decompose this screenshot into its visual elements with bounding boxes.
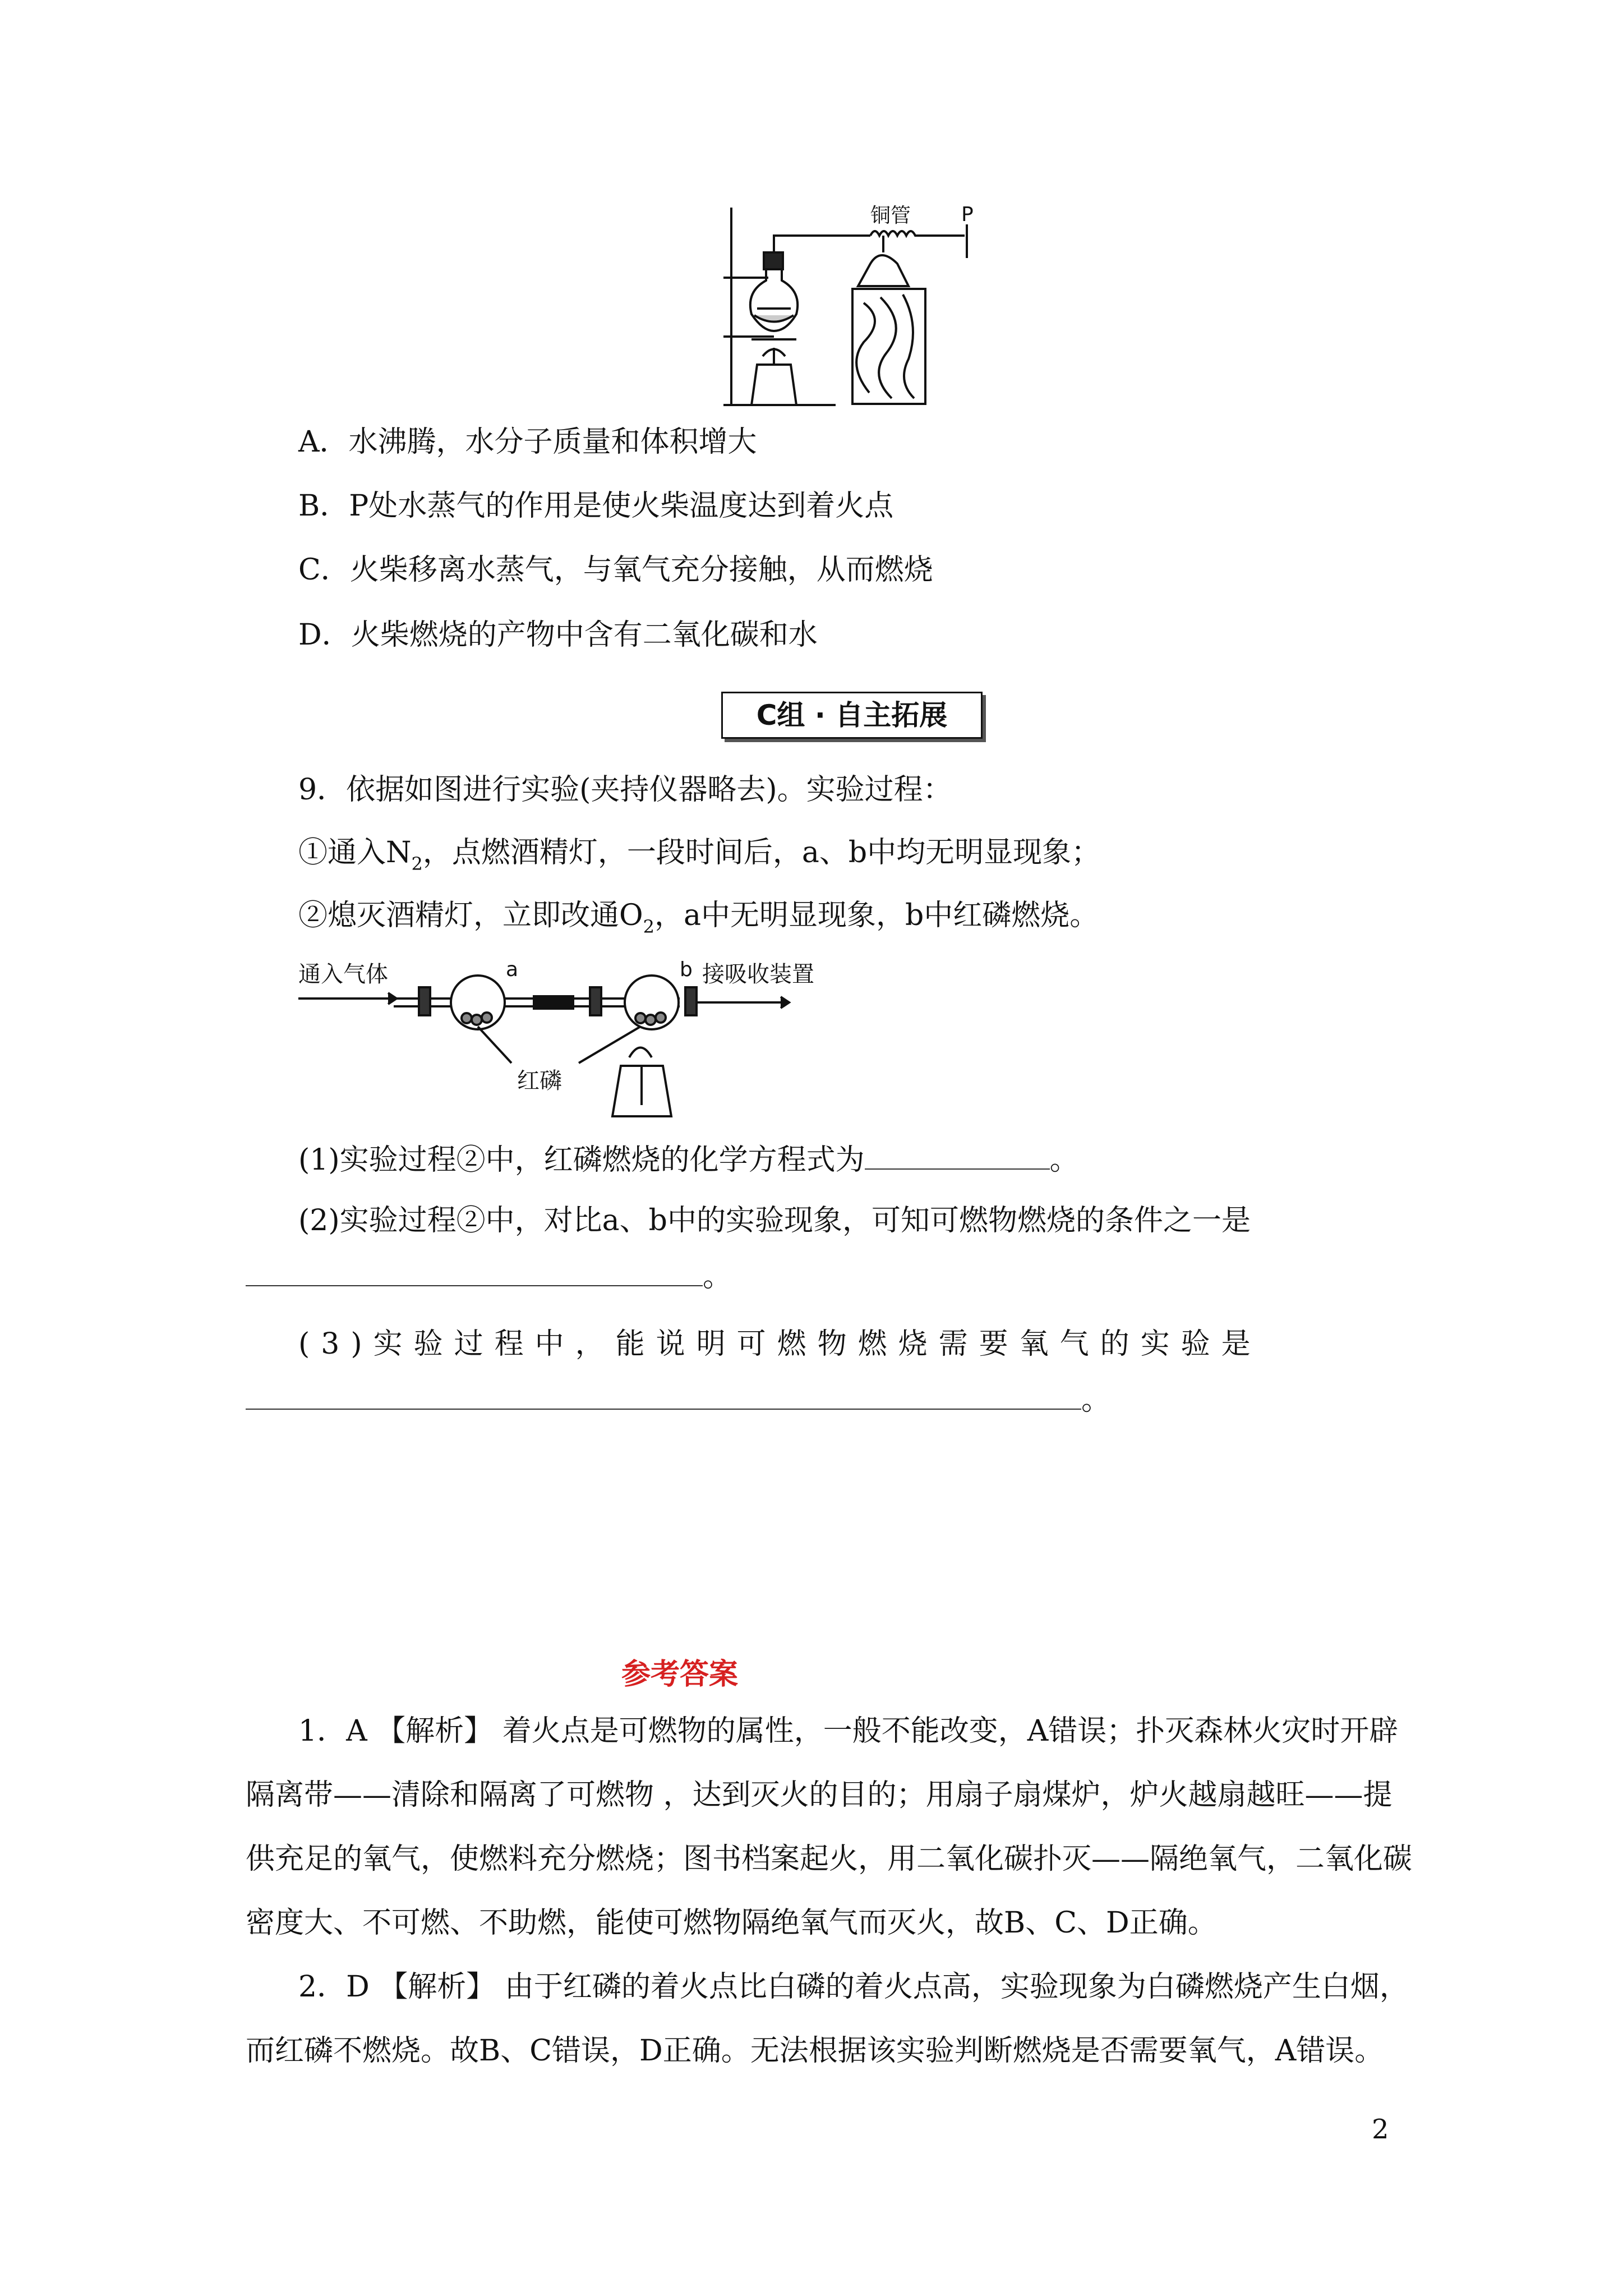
label-red-phosphorus: 红磷 <box>517 1068 562 1094</box>
answer-1-line-4: 密度大、不可燃、不助燃，能使可燃物隔绝氧气而灭火，故B、C、D正确。 <box>246 1906 1217 1940</box>
answer-2-line-2: 而红磷不燃烧。故B、C错误，D正确。无法根据该实验判断燃烧是否需要氧气，A错误。 <box>246 2034 1384 2068</box>
page-number: 2 <box>1372 2114 1389 2145</box>
answer-1-line-1: 1．A 【解析】 着火点是可燃物的属性，一般不能改变，A错误；扑灭森林火灾时开辟 <box>298 1714 1399 1748</box>
label-gas-in: 通入气体 <box>298 961 388 987</box>
label-absorb: 接吸收装置 <box>702 961 814 987</box>
answer-blank-2[interactable] <box>246 1260 703 1286</box>
option-a: A．水沸腾，水分子质量和体积增大 <box>298 425 757 459</box>
section-title: C组 · 自主拓展 <box>756 699 948 731</box>
option-d: D．火柴燃烧的产物中含有二氧化碳和水 <box>298 618 818 652</box>
answer-blank-3[interactable] <box>246 1384 1081 1410</box>
q9-part2-blank-line: 。 <box>246 1257 732 1297</box>
q9-part1: (1)实验过程②中，红磷燃烧的化学方程式为 。 <box>298 1143 1079 1177</box>
section-banner <box>721 692 983 739</box>
q9-part2: (2)实验过程②中，对比a、b中的实验现象，可知可燃物燃烧的条件之一是 <box>298 1204 1251 1237</box>
label-p: P <box>961 203 974 226</box>
answer-1-line-2: 隔离带——清除和隔离了可燃物 ，达到灭火的目的；用扇子扇煤炉，炉火越扇越旺——提 <box>246 1778 1393 1812</box>
answer-2-line-1: 2．D 【解析】 由于红磷的着火点比白磷的着火点高，实验现象为白磷燃烧产生白烟， <box>298 1970 1409 2004</box>
q9-stem: 9．依据如图进行实验(夹持仪器略去)。实验过程： <box>298 773 952 807</box>
q9-step2: ②熄灭酒精灯，立即改通$O_2$，a中无明显现象，b中红磷燃烧。 <box>298 899 1099 937</box>
label-copper-tube: 铜管 <box>870 204 911 227</box>
label-a: a <box>506 958 519 981</box>
answer-1-line-3: 供充足的氧气，使燃料充分燃烧；图书档案起火，用二氧化碳扑灭——隔绝氧气，二氧化碳 <box>246 1842 1413 1876</box>
figure-combustion-tubes <box>298 948 859 1122</box>
option-c: C．火柴移离水蒸气，与氧气充分接触，从而燃烧 <box>298 553 933 587</box>
q9-part3-blank-line: 。 <box>246 1380 1110 1420</box>
q9-step1: ①通入$N_2$，点燃酒精灯，一段时间后，a、b中均无明显现象； <box>298 836 1101 875</box>
label-b: b <box>680 958 693 981</box>
option-b: B．P处水蒸气的作用是使火柴温度达到着火点 <box>298 489 894 523</box>
answer-title: 参考答案 <box>621 1658 739 1691</box>
answer-blank-1[interactable] <box>865 1144 1050 1170</box>
figure-steam-apparatus <box>723 196 993 409</box>
q9-part3: (3)实验过程中，能说明可燃物燃烧需要氧气的实验是 <box>298 1327 1262 1361</box>
